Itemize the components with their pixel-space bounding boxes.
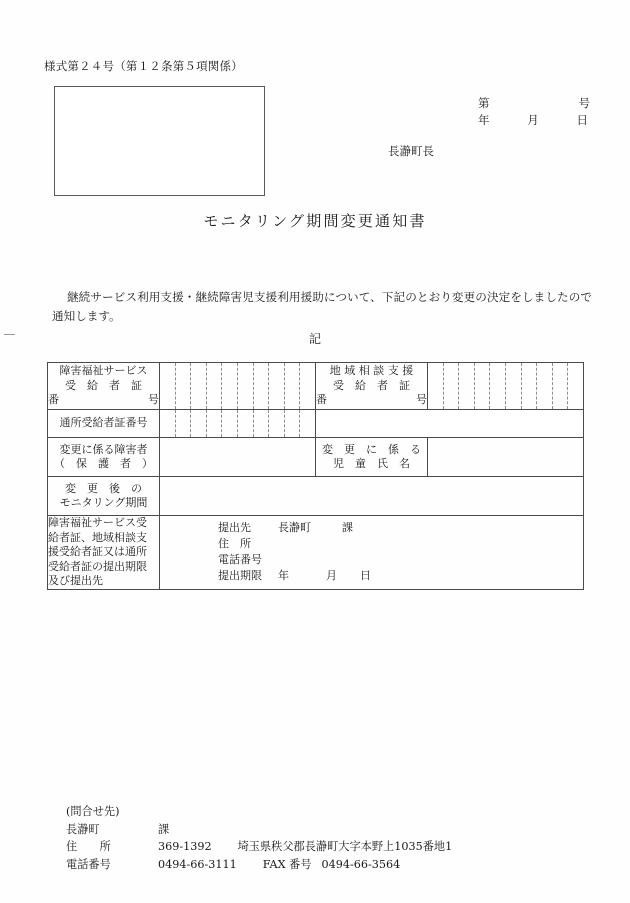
digit-cell[interactable]	[444, 363, 460, 409]
submission-deadline-label: 提出期限	[218, 569, 262, 583]
document-number-prefix: 第	[478, 96, 490, 110]
label-part: 番	[48, 393, 59, 407]
contact-address-line	[66, 838, 452, 856]
digit-cell[interactable]	[176, 410, 192, 437]
deadline-year-label: 年	[278, 569, 289, 583]
label-line: 受 給 者 証	[333, 378, 410, 392]
contact-phone: 0494-66-3111	[158, 857, 237, 871]
label-disability-welfare-service-cert-number	[48, 363, 160, 410]
digit-cell[interactable]	[191, 410, 207, 437]
input-person-subject-to-change[interactable]	[160, 438, 316, 477]
digit-cell[interactable]	[300, 363, 315, 409]
label-part: 番	[316, 393, 327, 407]
document-title: モニタリング期間変更通知書	[203, 212, 427, 230]
submission-deadline-line	[160, 568, 583, 584]
digit-cell[interactable]	[300, 410, 315, 437]
label-line: 給者証、地域相談支	[48, 530, 147, 544]
digit-cell[interactable]	[254, 363, 270, 409]
digit-cell[interactable]	[269, 410, 285, 437]
submission-details-cell[interactable]	[160, 516, 584, 590]
deadline-day-label: 日	[360, 569, 371, 583]
contact-phone-label: 電話番号	[66, 857, 111, 871]
label-line: モニタリング期間	[59, 496, 148, 509]
contact-heading: (問合せ先)	[66, 805, 120, 818]
submission-destination-line	[160, 520, 583, 536]
input-regional-consultation-support-cert-number[interactable]	[428, 363, 584, 410]
input-disability-welfare-service-cert-number[interactable]	[160, 363, 316, 410]
label-line: 変 更 後 の	[65, 481, 142, 495]
contact-dept: 課	[158, 822, 170, 836]
label-part: 号	[148, 393, 159, 407]
label-line: 障害福祉サービス受	[48, 516, 147, 529]
digit-cell[interactable]	[475, 363, 491, 409]
label-line	[316, 393, 427, 408]
input-monitoring-period-after-change[interactable]	[160, 477, 584, 516]
label-line: 受 給 者 証	[65, 378, 142, 392]
ki-marker: 記	[308, 332, 321, 346]
label-line: 援受給者証又は通所	[48, 545, 147, 558]
label-line: 及び提出先	[48, 574, 103, 587]
submission-destination-label: 提出先	[218, 521, 251, 535]
label-line: （ 保 護 者 ）	[54, 457, 153, 470]
contact-town: 長瀞町	[66, 822, 100, 836]
contact-office-line	[66, 821, 452, 839]
digit-cell[interactable]	[191, 363, 207, 409]
digit-cell[interactable]	[568, 363, 583, 409]
label-line: 児 童 氏 名	[333, 457, 410, 470]
contact-address: 埼玉県秩父郡長瀞町大字本野上1035番地1	[237, 840, 453, 853]
digit-cell[interactable]	[222, 410, 238, 437]
body-paragraph: 継続サービス利用支援・継続障害児支援利用援助について、下記のとおり変更の決定をしましたので通知します。	[52, 290, 592, 323]
label-regional-consultation-support-cert-number	[316, 363, 428, 410]
submission-address-line	[160, 536, 583, 552]
contact-phone-line	[66, 856, 452, 874]
submission-destination-dept: 課	[342, 521, 353, 535]
digit-cell[interactable]	[207, 410, 223, 437]
digit-cell[interactable]	[285, 363, 301, 409]
digit-cell[interactable]	[160, 410, 176, 437]
label-person-subject-to-change	[48, 438, 160, 477]
input-child-name-subject-to-change[interactable]	[428, 438, 584, 477]
digit-cell[interactable]	[160, 363, 176, 409]
label-commuting-cert-number	[48, 410, 160, 438]
digit-cell[interactable]	[207, 363, 223, 409]
digit-cell[interactable]	[537, 363, 553, 409]
submission-phone-label: 電話番号	[218, 553, 262, 567]
empty-cell	[316, 410, 584, 438]
digit-cell[interactable]	[176, 363, 192, 409]
digit-cell[interactable]	[238, 410, 254, 437]
table-row	[48, 363, 584, 410]
submission-phone-line	[160, 552, 583, 568]
recipient-address-box[interactable]	[54, 86, 265, 196]
digit-cell[interactable]	[459, 363, 475, 409]
digit-cell[interactable]	[238, 363, 254, 409]
submission-address-label: 住 所	[218, 537, 251, 551]
digit-cell[interactable]	[428, 363, 444, 409]
date-day-label: 日	[576, 113, 588, 127]
digit-cell[interactable]	[506, 363, 522, 409]
label-part: 号	[416, 393, 427, 407]
document-number-suffix: 号	[578, 96, 590, 110]
digit-cell[interactable]	[553, 363, 569, 409]
input-commuting-cert-number[interactable]	[160, 410, 316, 438]
main-form-table	[47, 362, 584, 590]
label-line: 受給者証の提出期限	[48, 559, 147, 573]
table-row	[48, 516, 584, 590]
contact-postal-code: 369-1392	[158, 840, 212, 853]
table-row	[48, 477, 584, 516]
digit-cell[interactable]	[285, 410, 301, 437]
label-monitoring-period-after-change	[48, 477, 160, 516]
digit-cell[interactable]	[269, 363, 285, 409]
document-number-block	[478, 95, 590, 129]
label-certificate-submission-deadline-and-destination	[48, 516, 160, 590]
label-line: 通所受給者証番号	[59, 416, 148, 430]
digit-cell[interactable]	[522, 363, 538, 409]
label-line: 変 更 に 係 る	[322, 442, 421, 456]
label-child-name-subject-to-change	[316, 438, 428, 477]
label-line: 変更に係る障害者	[59, 442, 148, 456]
label-line: 地 域 相 談 支 援	[329, 364, 414, 378]
deadline-month-label: 月	[326, 569, 337, 583]
table-row	[48, 410, 584, 438]
date-year-label: 年	[478, 113, 490, 127]
contact-block	[66, 803, 452, 873]
digit-cell[interactable]	[222, 363, 238, 409]
contact-address-label: 住 所	[66, 840, 111, 853]
submission-destination-town: 長瀞町	[278, 521, 311, 535]
digit-cell[interactable]	[490, 363, 506, 409]
label-line	[48, 393, 159, 408]
label-line: 障害福祉サービス	[59, 364, 148, 378]
form-code: 様式第２４号（第１２条第５項関係）	[44, 59, 243, 73]
contact-fax: 0494-66-3564	[321, 857, 401, 871]
table-row	[48, 438, 584, 477]
issuer-name: 長瀞町長	[388, 144, 434, 158]
digit-cell[interactable]	[254, 410, 270, 437]
contact-fax-label: FAX 番号	[262, 857, 312, 871]
date-month-label: 月	[527, 113, 539, 127]
